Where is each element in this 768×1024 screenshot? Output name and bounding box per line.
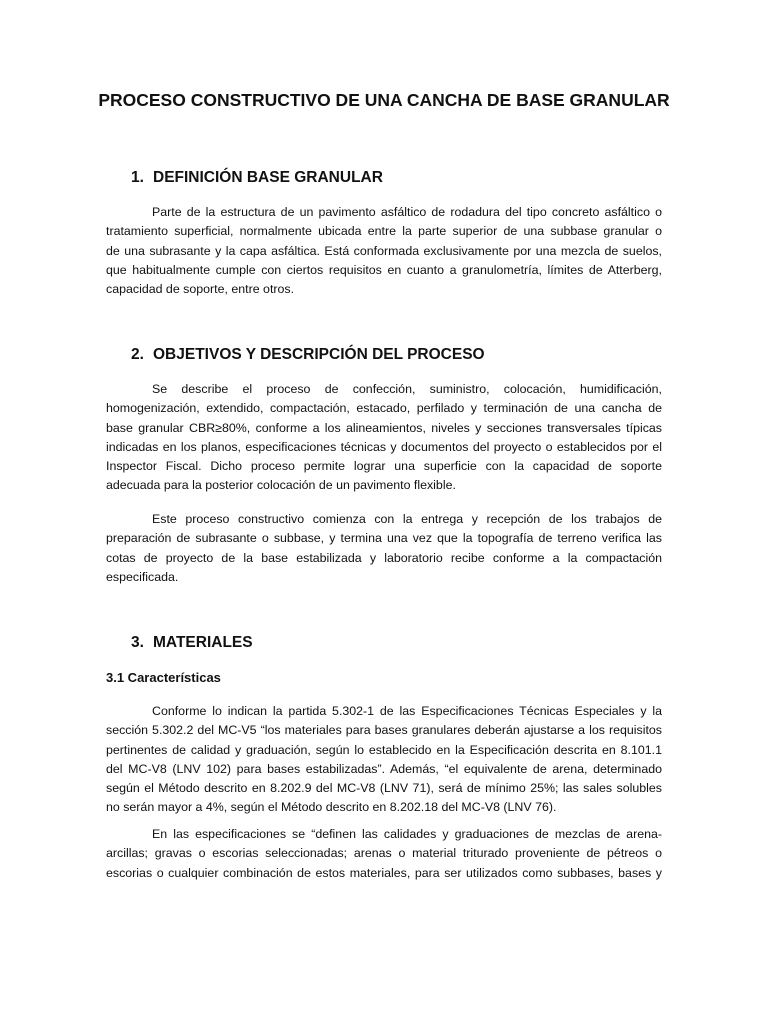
section-heading-3 bbox=[131, 634, 253, 652]
paragraph-line: En las especificaciones se “definen las calidades y graduaciones de mezclas de arena- bbox=[152, 827, 662, 841]
section-number: 3. bbox=[131, 634, 144, 651]
paragraph-line: de una subrasante y la capa asfáltica. Está conformada exclusivamente por una mezcla de suelos, bbox=[106, 243, 662, 258]
section-title: DEFINICIÓN BASE GRANULAR bbox=[153, 169, 383, 186]
paragraph-line: capacidad de soporte, entre otros. bbox=[106, 282, 295, 297]
section-title: OBJETIVOS Y DESCRIPCIÓN DEL PROCESO bbox=[153, 346, 485, 363]
paragraph-line: que habitualmente cumple con ciertos requisitos en cuanto a granulometría, límites de Atterberg, bbox=[106, 262, 662, 277]
paragraph-line: pertinentes de calidad y graduación, según lo establecido en la Especificación descrita en 8.101.1 bbox=[106, 742, 662, 757]
paragraph-line: adecuada para la posterior colocación de un pavimento flexible. bbox=[106, 478, 456, 493]
paragraph-line: del MC-V8 (LNV 102) para bases estabilizadas”. Además, “el equivalente de arena, determinado bbox=[106, 761, 662, 776]
paragraph-line: tratamiento superficial, normalmente ubicada entre la parte superior de una subbase granular o bbox=[106, 224, 662, 239]
paragraph-line: Se describe el proceso de confección, suministro, colocación, humidificación, bbox=[152, 382, 662, 396]
paragraph-line: preparación de subrasante o subbase, y termina una vez que la topografía de terreno verifica las bbox=[106, 531, 662, 546]
paragraph-line: indicadas en los planos, especificaciones técnicas y documentos del proyecto o establecidos por el bbox=[106, 439, 662, 454]
section-title: MATERIALES bbox=[153, 634, 253, 651]
paragraph-line: base granular CBR≥80%, conforme a los alineamientos, niveles y secciones transversales típicas bbox=[106, 420, 662, 435]
paragraph-line: Este proceso constructivo comienza con la entrega y recepción de los trabajos de bbox=[152, 512, 662, 526]
paragraph-line: Conforme lo indican la partida 5.302-1 de las Especificaciones Técnicas Especiales y la bbox=[152, 704, 662, 718]
paragraph-line: cotas de proyecto de la base estabilizada y laboratorio recibe conforme a la compactación bbox=[106, 550, 662, 565]
paragraph-line: sección 5.302.2 del MC-V5 “los materiales para bases granulares deberán ajustarse a los requisitos bbox=[106, 723, 662, 738]
paragraph bbox=[106, 203, 662, 299]
section-number: 1. bbox=[131, 169, 144, 186]
section-number: 2. bbox=[131, 346, 144, 363]
paragraph-line: arcillas; gravas o escorias seleccionadas; arenas o material triturado proveniente de pétreos o bbox=[106, 846, 662, 861]
subsection-heading: 3.1 Características bbox=[106, 670, 221, 685]
paragraph bbox=[106, 825, 662, 883]
paragraph-line: escorias o cualquier combinación de estos materiales, para ser utilizados como subbases, bases y bbox=[106, 865, 662, 880]
paragraph bbox=[106, 702, 662, 818]
paragraph-line: Inspector Fiscal. Dicho proceso permite lograr una superficie con la capacidad de soporte bbox=[106, 459, 662, 474]
paragraph-line: homogenización, extendido, compactación, estacado, perfilado y terminación de una cancha de bbox=[106, 401, 662, 416]
section-heading-1 bbox=[131, 169, 383, 187]
document-title: PROCESO CONSTRUCTIVO DE UNA CANCHA DE BASE GRANULAR bbox=[98, 90, 670, 110]
paragraph-line: Parte de la estructura de un pavimento asfáltico de rodadura del tipo concreto asfáltico o bbox=[152, 205, 662, 219]
section-heading-2 bbox=[131, 346, 485, 364]
paragraph-line: según el Método descrito en 8.202.9 del MC-V8 (LNV 71), será de mínimo 25%; las sales solubles bbox=[106, 781, 662, 796]
paragraph bbox=[106, 380, 662, 496]
paragraph bbox=[106, 510, 662, 587]
paragraph-line: no serán mayor a 4%, según el Método descrito en 8.202.18 del MC-V8 (LNV 76). bbox=[106, 800, 557, 815]
paragraph-line: especificada. bbox=[106, 569, 179, 584]
